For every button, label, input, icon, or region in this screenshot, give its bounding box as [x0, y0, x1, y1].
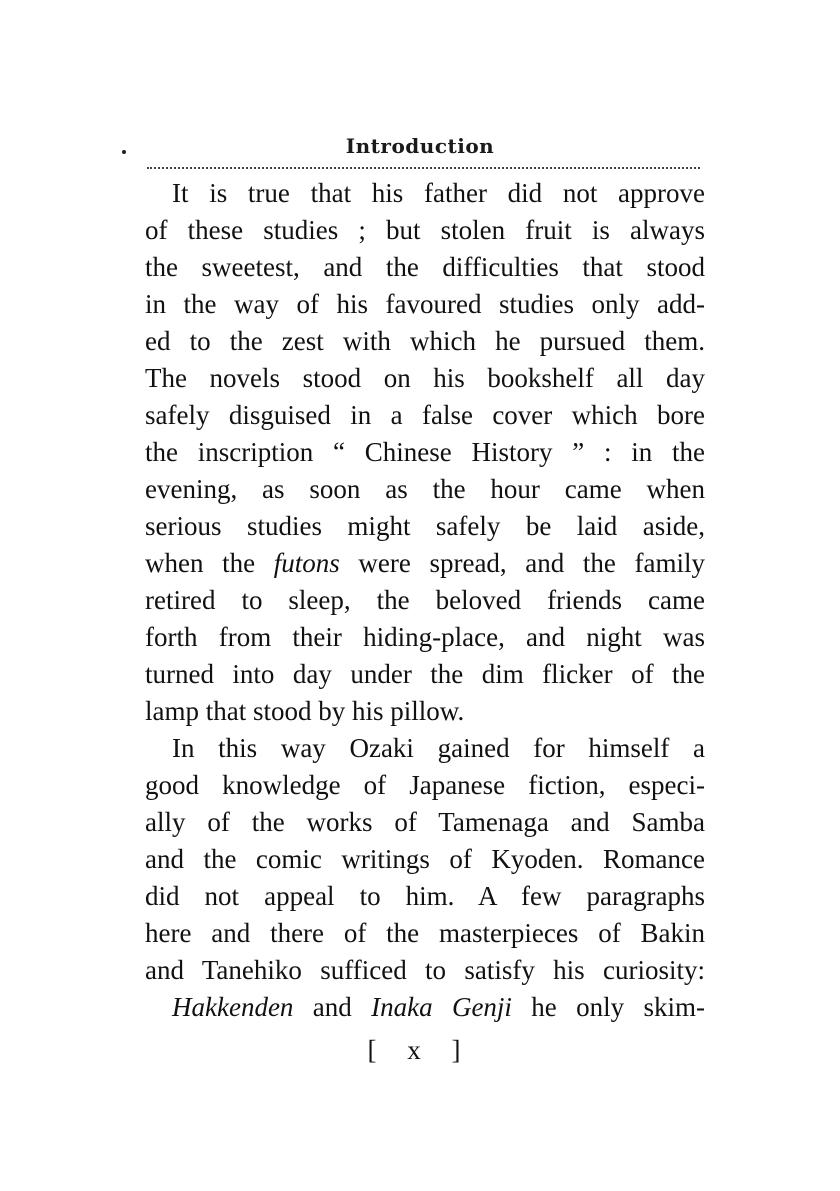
text-line — [145, 804, 705, 841]
text-line — [145, 434, 705, 471]
text-segment: The novels stood on his bookshelf all day — [145, 363, 705, 393]
text-segment: the sweetest, and the difficulties that stood — [145, 252, 705, 282]
text-segment: of these studies ; but stolen fruit is always — [145, 215, 705, 245]
text-line — [145, 767, 705, 804]
text-line — [145, 878, 705, 915]
text-segment: and Tanehiko sufficed to satisfy his curiosity: — [145, 955, 705, 985]
text-segment: and the comic writings of Kyoden. Romance — [145, 844, 705, 874]
text-segment: good knowledge of Japanese fiction, especi- — [145, 770, 705, 800]
text-segment: lamp that stood by his pillow. — [145, 696, 465, 726]
text-line — [145, 619, 705, 656]
text-line — [145, 175, 705, 212]
text-line — [145, 397, 705, 434]
text-segment: and — [293, 992, 372, 1022]
text-segment: when the — [145, 548, 274, 578]
text-segment: did not appeal to him. A few paragraphs — [145, 881, 705, 911]
text-line — [145, 323, 705, 360]
text-line — [145, 730, 705, 767]
text-segment: here and there of the masterpieces of Bakin — [145, 918, 705, 948]
text-line — [145, 360, 705, 397]
text-line — [145, 249, 705, 286]
header-rule — [147, 167, 700, 169]
text-segment: turned into day under the dim flicker of the — [145, 659, 705, 689]
text-line — [145, 582, 705, 619]
text-segment: ed to the zest with which he pursued them. — [145, 326, 705, 356]
italic-term: futons — [273, 548, 340, 578]
text-line — [145, 508, 705, 545]
text-segment: in the way of his favoured studies only add- — [145, 289, 705, 319]
text-segment: were spread, and the family — [339, 548, 705, 578]
italic-term: Inaka Genji — [371, 992, 512, 1022]
text-line — [145, 545, 705, 582]
text-segment: forth from their hiding-place, and night was — [145, 622, 705, 652]
text-line — [145, 656, 705, 693]
text-line — [145, 989, 705, 1026]
text-line — [145, 915, 705, 952]
text-segment: he only skim- — [511, 992, 705, 1022]
body-text — [145, 175, 705, 1026]
text-segment: serious studies might safely be laid aside, — [145, 511, 705, 541]
text-line — [145, 471, 705, 508]
italic-term: Hakkenden — [172, 992, 294, 1022]
page-number: [ x ] — [367, 1035, 473, 1065]
text-segment: It is true that his father did not approve — [172, 178, 705, 208]
margin-dot — [122, 150, 126, 154]
text-segment: ally of the works of Tamenaga and Samba — [145, 807, 705, 837]
text-segment: evening, as soon as the hour came when — [145, 474, 705, 504]
text-segment: the inscription “ Chinese History ” : in the — [145, 437, 705, 467]
text-line — [145, 841, 705, 878]
text-segment: safely disguised in a false cover which bore — [145, 400, 705, 430]
text-segment: In this way Ozaki gained for himself a — [172, 733, 705, 763]
text-line — [145, 286, 705, 323]
running-head: Introduction — [345, 134, 495, 158]
text-line — [145, 693, 705, 730]
text-line — [145, 952, 705, 989]
text-line — [145, 212, 705, 249]
text-segment: retired to sleep, the beloved friends came — [145, 585, 705, 615]
